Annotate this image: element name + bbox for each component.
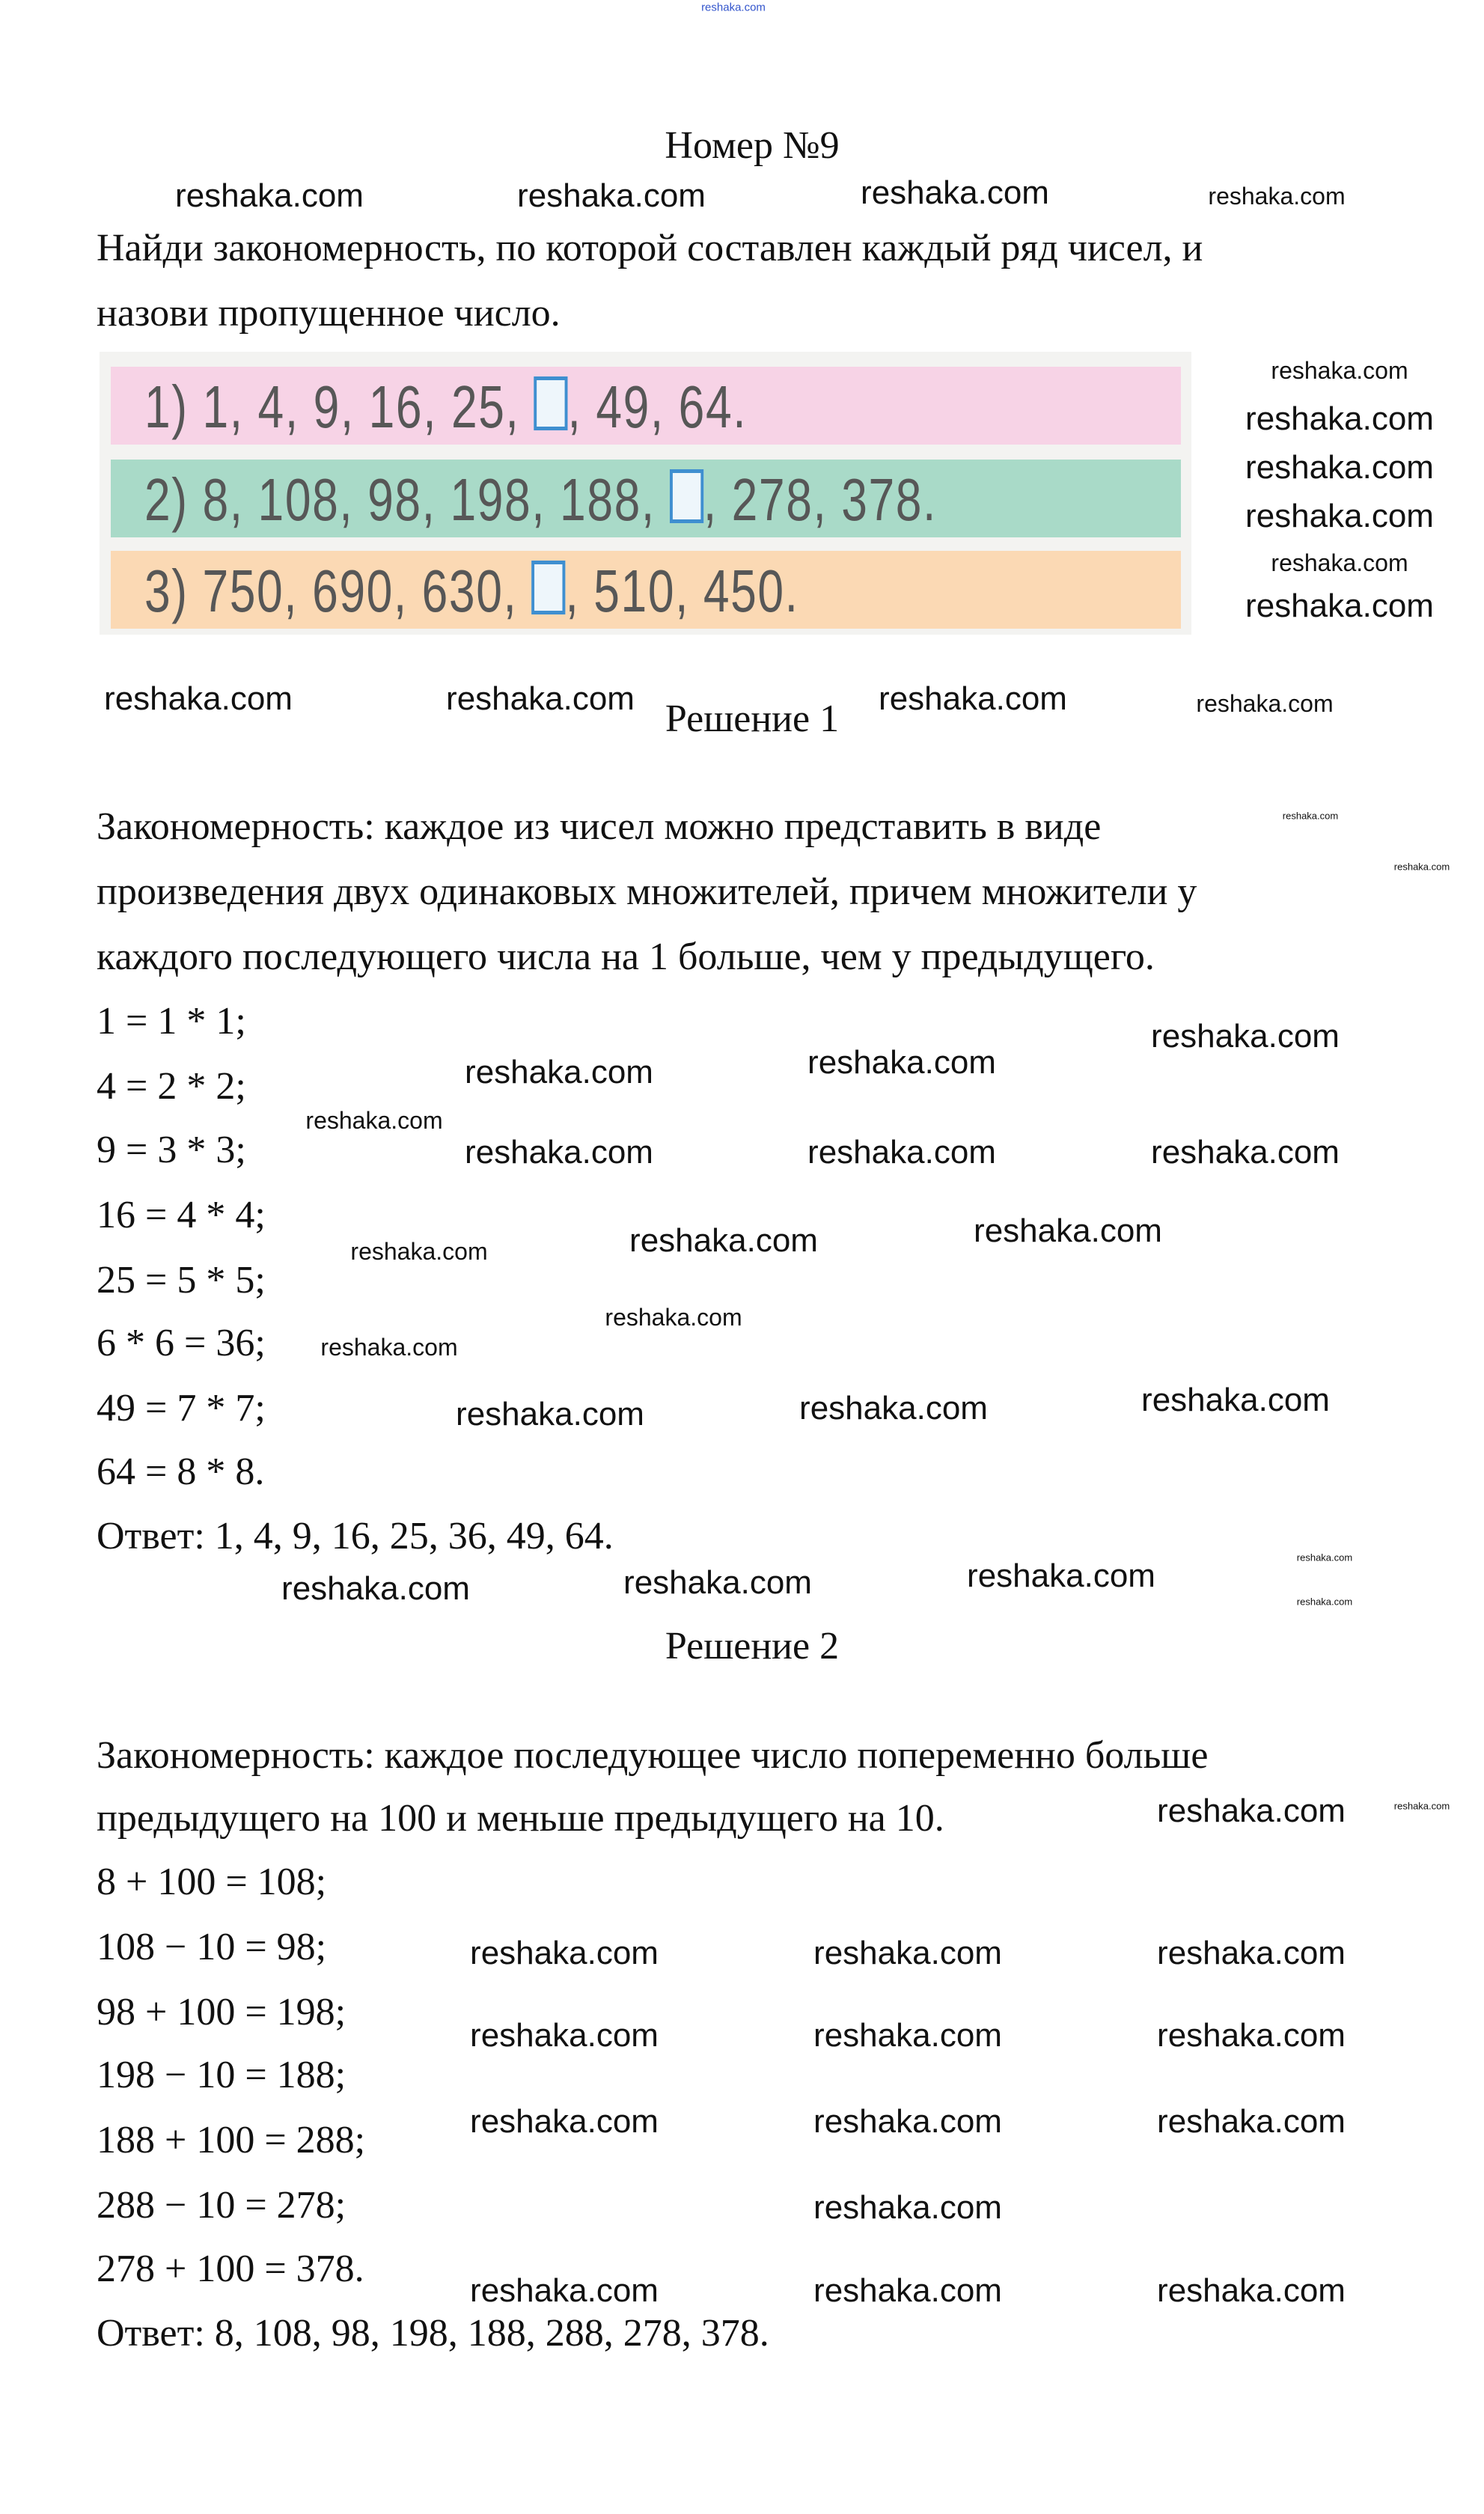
watermark: reshaka.com <box>456 1396 644 1433</box>
watermark: reshaka.com <box>813 2189 1002 2226</box>
solution2-line: Ответ: 8, 108, 98, 198, 188, 288, 278, 378. <box>97 2312 769 2355</box>
empty-box <box>531 561 565 614</box>
watermark: reshaka.com <box>465 1054 653 1090</box>
watermark: reshaka.com <box>629 1222 818 1259</box>
watermark: reshaka.com <box>1151 1134 1340 1171</box>
empty-box <box>670 469 703 523</box>
solution1-line: Закономерность: каждое из чисел можно представить в виде <box>97 805 1102 848</box>
watermark: reshaka.com <box>1157 2103 1346 2140</box>
watermark: reshaka.com <box>1245 449 1434 486</box>
task-line-1: Найди закономерность, по которой составлен каждый ряд чисел, и <box>97 227 1203 269</box>
watermark: reshaka.com <box>1157 2272 1346 2309</box>
watermark: reshaka.com <box>1282 810 1339 822</box>
watermark: reshaka.com <box>470 2017 659 2054</box>
page-title: Номер №9 <box>665 124 840 167</box>
solution1-line: 6 * 6 = 36; <box>97 1322 266 1364</box>
watermark: reshaka.com <box>701 1 766 14</box>
solution2-line: 8 + 100 = 108; <box>97 1861 327 1903</box>
watermark: reshaka.com <box>305 1107 443 1134</box>
row-text: , 278, 378. <box>703 466 937 533</box>
watermark: reshaka.com <box>1196 690 1334 717</box>
watermark: reshaka.com <box>1393 1800 1450 1812</box>
watermark: reshaka.com <box>813 2103 1002 2140</box>
solution2-heading: Решение 2 <box>665 1625 840 1668</box>
watermark: reshaka.com <box>517 177 706 214</box>
row-text: , 49, 64. <box>567 373 748 440</box>
watermark: reshaka.com <box>861 174 1049 211</box>
watermark: reshaka.com <box>1296 1552 1353 1563</box>
watermark: reshaka.com <box>350 1238 488 1265</box>
solution2-line: 188 + 100 = 288; <box>97 2119 366 2161</box>
watermark: reshaka.com <box>623 1564 812 1601</box>
solution2-line: 278 + 100 = 378. <box>97 2248 364 2290</box>
watermark: reshaka.com <box>1393 861 1450 873</box>
watermark: reshaka.com <box>1208 183 1346 210</box>
watermark: reshaka.com <box>446 680 635 717</box>
watermark: reshaka.com <box>1151 1018 1340 1055</box>
watermark: reshaka.com <box>974 1212 1162 1249</box>
row-text: 3) 750, 690, 630, <box>144 558 532 624</box>
watermark: reshaka.com <box>807 1044 996 1081</box>
solution2-line: Закономерность: каждое последующее число попеременно больше <box>97 1734 1209 1777</box>
solution1-line: 9 = 3 * 3; <box>97 1129 246 1171</box>
watermark: reshaka.com <box>320 1334 458 1361</box>
watermark: reshaka.com <box>1157 1935 1346 1971</box>
watermark: reshaka.com <box>1245 498 1434 534</box>
solution2-line: 98 + 100 = 198; <box>97 1991 346 2034</box>
solution2-line: 198 − 10 = 188; <box>97 2054 346 2096</box>
watermark: reshaka.com <box>813 2272 1002 2309</box>
row-text: 1) 1, 4, 9, 16, 25, <box>144 373 534 440</box>
row-text: 2) 8, 108, 98, 198, 188, <box>144 466 670 533</box>
task-line-2: назови пропущенное число. <box>97 292 561 335</box>
watermark: reshaka.com <box>1296 1596 1353 1608</box>
solution1-line: 16 = 4 * 4; <box>97 1194 266 1236</box>
watermark: reshaka.com <box>813 2017 1002 2054</box>
watermark: reshaka.com <box>104 680 293 717</box>
image-row-3 <box>111 551 1181 629</box>
watermark: reshaka.com <box>967 1557 1155 1594</box>
watermark: reshaka.com <box>807 1134 996 1171</box>
watermark: reshaka.com <box>1157 1793 1346 1829</box>
watermark: reshaka.com <box>470 1935 659 1971</box>
watermark: reshaka.com <box>1141 1382 1330 1418</box>
solution1-heading: Решение 1 <box>665 698 840 740</box>
watermark: reshaka.com <box>605 1304 742 1331</box>
watermark: reshaka.com <box>465 1134 653 1171</box>
watermark: reshaka.com <box>470 2272 659 2309</box>
solution1-line: каждого последующего числа на 1 больше, чем у предыдущего. <box>97 936 1155 978</box>
image-row-2 <box>111 460 1181 537</box>
watermark: reshaka.com <box>1245 400 1434 437</box>
solution1-line: 49 = 7 * 7; <box>97 1387 266 1430</box>
solution1-line: 25 = 5 * 5; <box>97 1259 266 1302</box>
solution2-line: 108 − 10 = 98; <box>97 1926 327 1968</box>
watermark: reshaka.com <box>813 1935 1002 1971</box>
watermark: reshaka.com <box>879 680 1067 717</box>
watermark: reshaka.com <box>1157 2017 1346 2054</box>
solution1-line: 1 = 1 * 1; <box>97 1000 246 1043</box>
watermark: reshaka.com <box>1271 549 1408 576</box>
image-row-1 <box>111 367 1181 445</box>
watermark: reshaka.com <box>1245 588 1434 624</box>
solution2-line: 288 − 10 = 278; <box>97 2184 346 2227</box>
row-text: , 510, 450. <box>565 558 799 624</box>
solution1-line: 64 = 8 * 8. <box>97 1450 265 1493</box>
watermark: reshaka.com <box>799 1390 988 1427</box>
solution1-line: Ответ: 1, 4, 9, 16, 25, 36, 49, 64. <box>97 1515 614 1557</box>
watermark: reshaka.com <box>470 2103 659 2140</box>
empty-box <box>534 376 567 430</box>
watermark: reshaka.com <box>175 177 364 214</box>
solution1-line: произведения двух одинаковых множителей, причем множители у <box>97 870 1197 913</box>
task-image <box>100 352 1191 635</box>
solution1-line: 4 = 2 * 2; <box>97 1065 246 1108</box>
solution2-line: предыдущего на 100 и меньше предыдущего на 10. <box>97 1797 944 1840</box>
watermark: reshaka.com <box>281 1570 470 1607</box>
watermark: reshaka.com <box>1271 357 1408 384</box>
